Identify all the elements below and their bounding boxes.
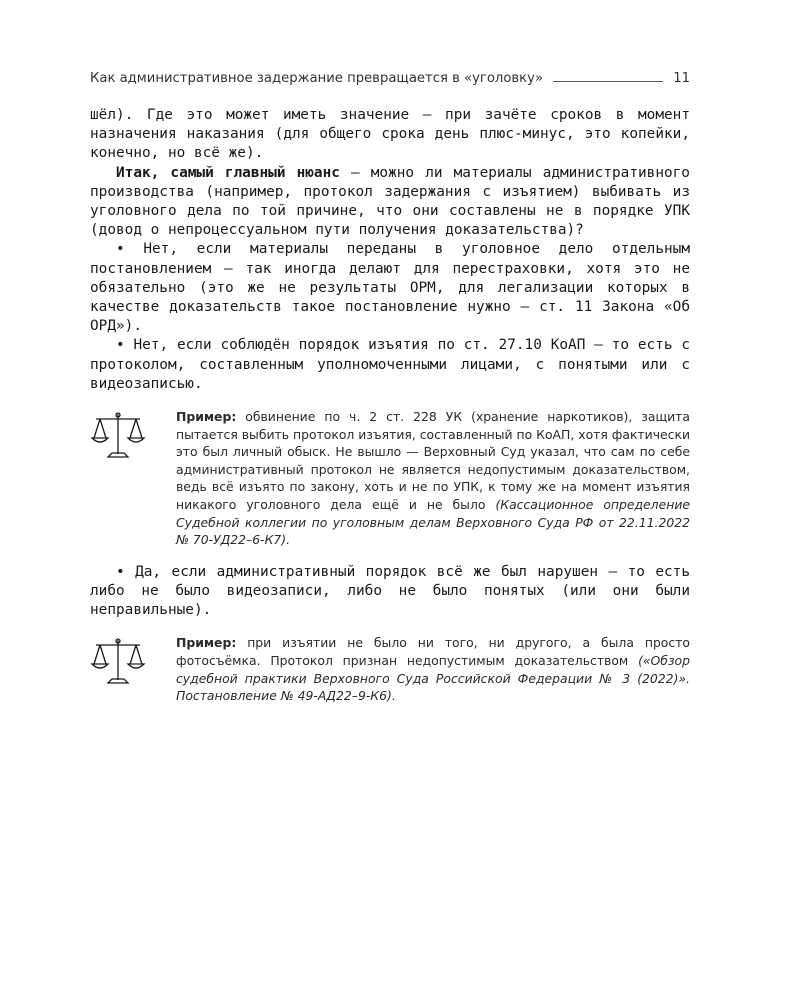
paragraph-main-nuance xyxy=(90,164,690,241)
paragraph-text: — можно ли материалы административного производства (например, протокол задержания с изъятием) выбивать из уголовного дела по той причине, что они составлены не в порядке УПК (довод о непроцессуальном пути получения доказательства)? xyxy=(90,164,690,239)
bullet-item-3: • Да, если административный порядок всё же был нарушен — то есть либо не было видеозаписи, либо не было понятых (или они были неправильные). xyxy=(90,563,690,619)
example-text xyxy=(176,634,690,704)
bullet-item-2: • Нет, если соблюдён порядок изъятия по ст. 27.10 КоАП — то есть с протоколом, составленным уполномоченными лицами, с понятыми или с видеозаписью. xyxy=(90,337,690,392)
paragraph-continuation: шёл). Где это может иметь значение — при зачёте сроков в момент назначения наказания (для общего срока день плюс-минус, это копейки, конечно, но всё же). xyxy=(90,107,690,162)
bullet-item-1: • Нет, если материалы переданы в уголовное дело отдельным постановлением — так иногда делают для перестраховки, хотя это не обязательно (это же не результаты ОРМ, для легализации которых в качестве доказательств такое постановление нужно — ст. 11 Закона «Об ОРД»). xyxy=(90,241,690,335)
page-number: 11 xyxy=(673,71,690,86)
running-header xyxy=(90,64,690,86)
running-header-title: Как административное задержание превращается в «уголовку» xyxy=(90,71,544,86)
example-body: при изъятии не было ни того, ни другого, а была просто фотосъёмка. Протокол признан недопустимым доказательством xyxy=(176,635,690,668)
example-citation: (Кассационное определение Судебной коллегии по уголовным делам Верховного Суда РФ от 22.11.2022 № 70-УД22–6-К7). xyxy=(176,497,690,548)
bold-lead: Итак, самый главный нюанс xyxy=(116,164,340,181)
page-body xyxy=(90,106,690,719)
example-lead: Пример: xyxy=(176,409,237,425)
example-text xyxy=(176,408,690,549)
example-citation: («Обзор судебной практики Верховного Суда Российской Федерации № 3 (2022)». Постановление № 49-АД22–9-К6). xyxy=(176,653,690,704)
header-rule xyxy=(553,81,663,82)
example-body: обвинение по ч. 2 ст. 228 УК (хранение наркотиков), защита пытается выбить протокол изъятия, составленный по КоАП, хотя фактически это был личный обыск. Не вышло — Верховный Суд указал, что сам по себе административный протокол не является недопустимым доказательством, ведь всё изъято по закону, хоть и не по УПК, к тому же на момент изъятия никакого уголовного дела ещё и не было xyxy=(176,409,690,513)
scales-of-justice-icon xyxy=(90,410,146,460)
scales-of-justice-icon xyxy=(90,636,146,686)
example-box-2 xyxy=(90,634,690,704)
example-box-1 xyxy=(90,408,690,549)
example-lead: Пример: xyxy=(176,635,237,651)
